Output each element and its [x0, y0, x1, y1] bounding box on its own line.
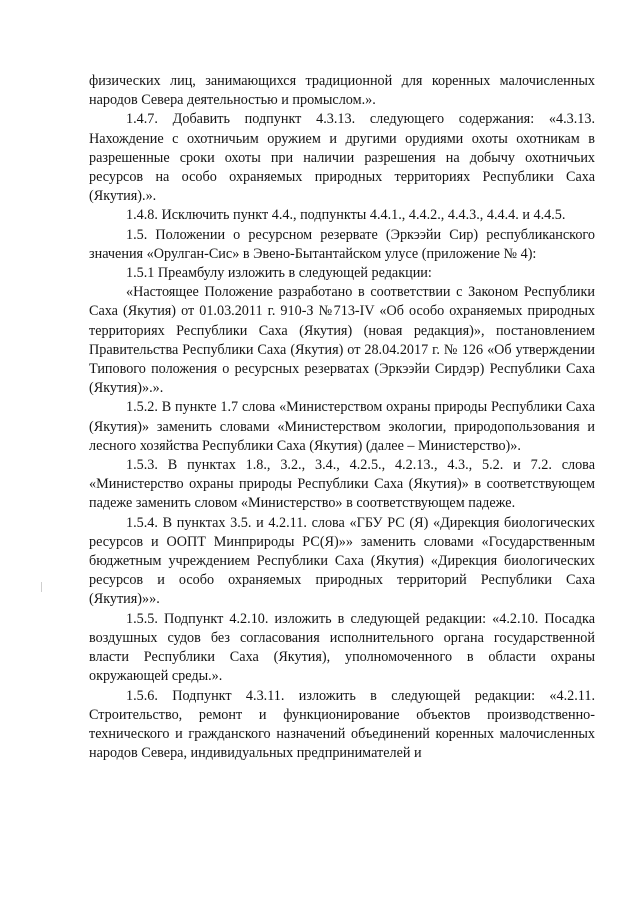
paragraph-1-5-6: 1.5.6. Подпункт 4.3.11. изложить в следующей редакции: «4.2.11. Строительство, ремонт и функционирование объектов производственно-технического и гражданского назначений объединений коренных малочисленных народов Севера, индивидуальных предпринимателей и — [89, 687, 595, 762]
paragraph-1-5-5: 1.5.5. Подпункт 4.2.10. изложить в следующей редакции: «4.2.10. Посадка воздушных судов без согласования исполнительного органа государственной власти Республики Саха (Якутия), уполномоченного в области охраны окружающей среды.». — [89, 610, 595, 685]
document-body — [89, 72, 595, 763]
paragraph-1-5: 1.5. Положении о ресурсном резервате (Эркээйи Сир) республиканского значения «Орулган-Сис» в Эвено-Бытантайском улусе (приложение № 4): — [89, 226, 595, 262]
paragraph-preamble-quote: «Настоящее Положение разработано в соответствии с Законом Республики Саха (Якутия) от 01.03.2011 г. 910-З №713-IV «Об особо охраняемых природных территориях Республики Саха (Якутия) (новая редакция)», постановлением Правительства Республики Саха (Якутия) от 28.04.2017 г. № 126 «Об утверждении Типового положения о ресурсных резерватах (Эркээйи Сирдэр) Республики Саха (Якутия)».». — [89, 284, 595, 397]
paragraph-1-4-8: 1.4.8. Исключить пункт 4.4., подпункты 4.4.1., 4.4.2., 4.4.3., 4.4.4. и 4.4.5. — [126, 207, 566, 224]
paragraph-1-4-7: 1.4.7. Добавить подпункт 4.3.13. следующего содержания: «4.3.13. Нахождение с охотничьим оружием и другими орудиями охоты охотникам в разрешенные сроки охоты при наличии разрешения на добычу охотничьих ресурсов на особо охраняемых природных территориях Республики Саха (Якутия).». — [89, 111, 595, 205]
paragraph-1-5-1: 1.5.1 Преамбулу изложить в следующей редакции: — [126, 265, 432, 282]
paragraph-1-5-4: 1.5.4. В пунктах 3.5. и 4.2.11. слова «ГБУ РС (Я) «Дирекция биологических ресурсов и ООПТ Минприроды РС(Я)»» заменить словами «Государственным бюджетным учреждением Республики Саха (Якутия) «Дирекция биологических ресурсов и особо охраняемых природных территорий Республики Саха (Якутия)»». — [89, 514, 595, 608]
paragraph-1-5-2: 1.5.2. В пункте 1.7 слова «Министерством охраны природы Республики Саха (Якутия)» заменить словами «Министерством экологии, природопользования и лесного хозяйства Республики Саха (Якутия) (далее – Министерство)». — [89, 399, 595, 454]
paragraph-continuation: физических лиц, занимающихся традиционной для коренных малочисленных народов Севера деятельностью и промыслом.». — [89, 73, 595, 109]
scan-artifact-mark — [41, 582, 42, 592]
paragraph-1-5-3: 1.5.3. В пунктах 1.8., 3.2., 3.4., 4.2.5., 4.2.13., 4.3., 5.2. и 7.2. слова «Министерство охраны природы Республики Саха (Якутия)» в соответствующем падеже заменить словом «Министерство» в соответствующем падеже. — [89, 457, 595, 512]
